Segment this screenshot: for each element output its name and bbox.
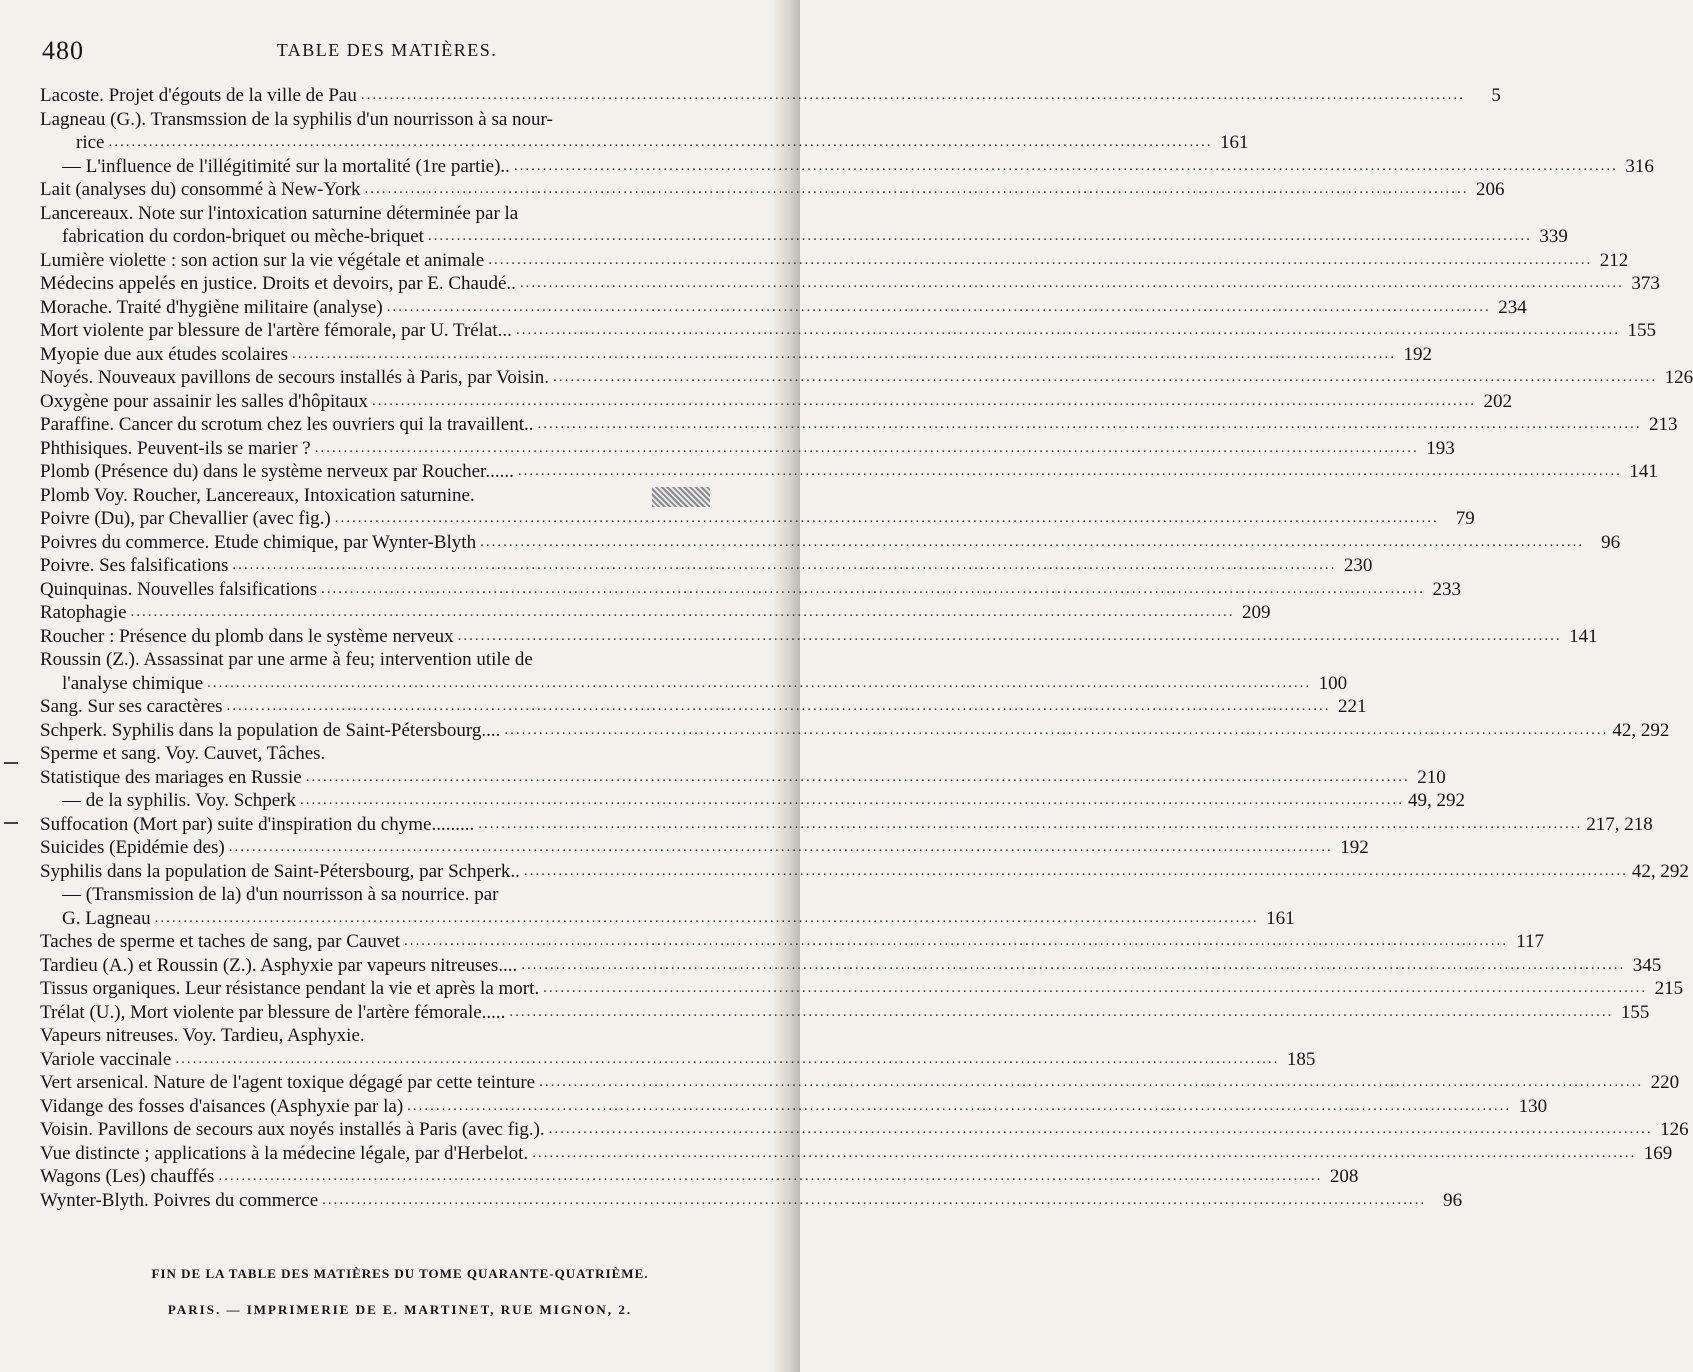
entry-text: Roussin (Z.). Assassinat par une arme à feu; intervention utile de — [40, 649, 533, 670]
dot-leader — [218, 1165, 1322, 1189]
index-entry — [40, 625, 1598, 649]
entry-page-number: 215 — [1654, 978, 1684, 999]
entry-page-number: 221 — [1338, 696, 1367, 717]
index-entry — [40, 460, 1658, 484]
index-entry — [40, 601, 1271, 625]
entry-text: Poivre (Du), par Chevallier (avec fig.) — [40, 508, 331, 529]
entry-page-number: 96 — [1601, 531, 1621, 553]
dot-leader — [480, 531, 1584, 555]
entry-text: Variole vaccinale — [40, 1048, 172, 1070]
entry-text: Sang. Sur ses caractères — [40, 696, 223, 717]
index-entry — [40, 155, 1654, 179]
entry-text: Suffocation (Mort par) suite d'inspiration du chyme......... — [40, 813, 475, 835]
index-entry — [40, 719, 1670, 743]
entry-text: Ratophagie — [40, 602, 127, 623]
dot-leader — [372, 390, 1476, 414]
entry-text: Syphilis dans la population de Saint-Pétersbourg, par Schperk.. — [40, 860, 520, 882]
index-entries — [40, 84, 1693, 1212]
dot-leader — [458, 625, 1562, 649]
index-entry — [40, 1048, 1316, 1072]
index-entry — [40, 437, 1455, 461]
entry-page-number: 161 — [1266, 907, 1295, 929]
entry-text: Paraffine. Cancer du scrotum chez les ouvriers qui la travaillent.. — [40, 414, 534, 435]
dot-leader — [292, 343, 1396, 367]
index-entry — [40, 366, 1693, 390]
index-entry — [40, 484, 710, 508]
entry-page-number: 193 — [1426, 437, 1455, 459]
entry-page-number: 126 — [1660, 1119, 1689, 1140]
index-entry — [40, 413, 1678, 437]
entry-text: Statistique des mariages en Russie — [40, 766, 302, 788]
index-entry — [40, 789, 1465, 813]
index-entry — [40, 883, 710, 907]
entry-text: Poivres du commerce. Etude chimique, par Wynter-Blyth — [40, 531, 477, 553]
dot-leader — [524, 860, 1628, 884]
entry-page-number: 5 — [1491, 85, 1501, 106]
dot-leader — [232, 554, 1336, 578]
index-entry — [40, 1165, 1359, 1189]
index-entry — [40, 1024, 710, 1048]
index-entry — [40, 531, 1621, 555]
entry-page-number: 42, 292 — [1631, 860, 1689, 882]
page-header — [42, 36, 732, 66]
dot-leader — [516, 319, 1620, 343]
entry-text: Myopie due aux études scolaires — [40, 343, 288, 365]
dot-leader — [131, 601, 1235, 625]
dot-leader — [504, 719, 1608, 743]
entry-text: Mort violente par blessure de l'artère fémorale, par U. Trélat... — [40, 320, 512, 341]
entry-page-number: 141 — [1569, 625, 1598, 647]
dot-leader — [229, 836, 1333, 860]
entry-page-number: 42, 292 — [1612, 719, 1670, 741]
index-entry — [40, 554, 1373, 578]
entry-text: rice — [76, 132, 105, 153]
dot-leader — [300, 789, 1404, 813]
running-title: TABLE DES MATIÈRES. — [276, 40, 498, 60]
index-entry — [40, 390, 1512, 414]
index-entry — [40, 1001, 1650, 1025]
index-entry — [40, 343, 1432, 367]
entry-text: Voisin. Pavillons de secours aux noyés installés à Paris (avec fig.). — [40, 1119, 545, 1140]
entry-text: Lacoste. Projet d'égouts de la ville de Pau — [40, 85, 357, 106]
entry-text: Taches de sperme et taches de sang, par Cauvet — [40, 931, 401, 952]
entry-text: Morache. Traité d'hygiène militaire (analyse) — [40, 296, 383, 318]
index-entry — [40, 225, 1568, 249]
index-entry — [40, 249, 1629, 273]
entry-page-number: 217, 218 — [1586, 813, 1653, 835]
entry-page-number: 185 — [1286, 1048, 1316, 1070]
index-entry — [40, 954, 1662, 978]
index-entry — [40, 178, 1505, 202]
index-entry — [40, 1071, 1680, 1095]
entry-text: Lancereaux. Note sur l'intoxication saturnine déterminée par la — [40, 202, 519, 224]
dot-leader — [404, 930, 1508, 954]
index-entry — [40, 648, 710, 672]
dot-leader — [387, 296, 1491, 320]
margin-mark — [4, 822, 18, 824]
entry-text: Quinquinas. Nouvelles falsifications — [40, 578, 318, 600]
index-entry — [40, 272, 1660, 296]
dot-leader — [514, 155, 1618, 179]
entry-page-number: 339 — [1539, 226, 1568, 247]
dot-leader — [539, 1071, 1643, 1095]
entry-page-number: 141 — [1629, 461, 1658, 482]
entry-text: Phthisiques. Peuvent-ils se marier ? — [40, 437, 311, 459]
dot-leader — [509, 1001, 1613, 1025]
entry-text: Wynter-Blyth. Poivres du commerce — [40, 1189, 319, 1211]
entry-page-number: 345 — [1632, 954, 1662, 976]
index-entry — [40, 1189, 1463, 1213]
dot-leader — [518, 460, 1622, 484]
entry-text: — L'influence de l'illégitimité sur la mortalité (1re partie).. — [62, 155, 510, 177]
entry-page-number: 373 — [1631, 273, 1660, 294]
entry-text: Vapeurs nitreuses. Voy. Tardieu, Asphyxie. — [40, 1025, 365, 1046]
entry-text: Sperme et sang. Voy. Cauvet, Tâches. — [40, 743, 326, 764]
dot-leader — [227, 695, 1331, 719]
dot-leader — [532, 1142, 1636, 1166]
index-entry — [40, 578, 1462, 602]
entry-text: Plomb Voy. Roucher, Lancereaux, Intoxication saturnine. — [40, 484, 475, 506]
dot-leader — [207, 672, 1311, 696]
dot-leader — [407, 1095, 1511, 1119]
index-entry — [40, 319, 1656, 343]
entry-page-number: 234 — [1498, 296, 1527, 318]
entry-text: Vidange des fosses d'aisances (Asphyxie par la) — [40, 1095, 404, 1117]
entry-text: Vue distincte ; applications à la médecine légale, par d'Herbelot. — [40, 1142, 529, 1164]
entry-text: Lait (analyses du) consommé à New-York — [40, 179, 361, 200]
entry-page-number: 155 — [1620, 1001, 1650, 1023]
entry-page-number: 49, 292 — [1407, 790, 1465, 811]
entry-page-number: 100 — [1318, 672, 1348, 694]
dot-leader — [335, 507, 1439, 531]
dot-leader — [108, 131, 1212, 155]
entry-text: Trélat (U.), Mort violente par blessure de l'artère fémorale..... — [40, 1001, 506, 1023]
page-number: 480 — [42, 36, 84, 65]
entry-text: Schperk. Syphilis dans la population de Saint-Pétersbourg.... — [40, 719, 501, 741]
entry-page-number: 206 — [1475, 179, 1505, 200]
entry-page-number: 220 — [1650, 1072, 1680, 1093]
index-entry — [40, 108, 710, 132]
index-entry — [40, 84, 1501, 108]
entry-page-number: 233 — [1432, 578, 1462, 600]
index-entry — [40, 1118, 1689, 1142]
index-entry — [40, 131, 1249, 155]
entry-page-number: 213 — [1648, 414, 1678, 435]
entry-page-number: 230 — [1343, 555, 1373, 576]
entry-page-number: 96 — [1443, 1189, 1463, 1211]
entry-text: Lagneau (G.). Transmssion de la syphilis d'un nourrisson à sa nour- — [40, 108, 553, 130]
entry-text: fabrication du cordon-briquet ou mèche-briquet — [62, 226, 424, 247]
entry-text: l'analyse chimique — [62, 672, 204, 694]
dot-leader — [315, 437, 1419, 461]
margin-mark — [4, 762, 18, 764]
index-entry — [40, 766, 1446, 790]
index-entry — [40, 1095, 1548, 1119]
obscured-page-number — [652, 487, 710, 507]
entry-page-number: 169 — [1643, 1142, 1673, 1164]
entry-text: — (Transmission de la) d'un nourrisson à sa nourrice. par — [62, 884, 499, 905]
entry-page-number: 155 — [1627, 320, 1656, 341]
entry-text: Lumière violette : son action sur la vie végétale et animale — [40, 249, 485, 271]
entry-page-number: 79 — [1455, 508, 1475, 529]
index-entry — [40, 296, 1527, 320]
dot-leader — [321, 578, 1425, 602]
index-entry — [40, 836, 1369, 860]
dot-leader — [521, 954, 1625, 978]
entry-page-number: 202 — [1483, 390, 1512, 412]
entry-text: Oxygène pour assainir les salles d'hôpitaux — [40, 390, 368, 412]
entry-text: Plomb (Présence du) dans le système nerveux par Roucher...... — [40, 461, 514, 482]
dot-leader — [155, 907, 1259, 931]
entry-page-number: 126 — [1664, 367, 1693, 388]
dot-leader — [488, 249, 1592, 273]
index-entry — [40, 742, 710, 766]
index-entry — [40, 977, 1684, 1001]
dot-leader — [537, 413, 1641, 437]
index-entry — [40, 507, 1475, 531]
index-entry — [40, 202, 710, 226]
entry-page-number: 192 — [1403, 343, 1432, 365]
entry-text: Tissus organiques. Leur résistance pendant la vie et après la mort. — [40, 978, 540, 999]
dot-leader — [520, 272, 1624, 296]
index-entry — [40, 907, 1295, 931]
entry-page-number: 161 — [1219, 132, 1249, 153]
index-entry — [40, 695, 1367, 719]
entry-text: — de la syphilis. Voy. Schperk — [62, 790, 296, 811]
entry-text: Vert arsenical. Nature de l'agent toxique dégagé par cette teinture — [40, 1072, 536, 1093]
dot-leader — [306, 766, 1410, 790]
index-entry — [40, 860, 1689, 884]
index-entry — [40, 930, 1545, 954]
index-entry — [40, 813, 1653, 837]
dot-leader — [322, 1189, 1426, 1213]
dot-leader — [478, 813, 1582, 837]
dot-leader — [361, 84, 1465, 108]
entry-page-number: 212 — [1599, 249, 1629, 271]
entry-page-number: 209 — [1242, 602, 1271, 623]
entry-page-number: 316 — [1625, 155, 1654, 177]
dot-leader — [553, 366, 1657, 390]
entry-text: G. Lagneau — [62, 907, 151, 929]
index-entry — [40, 672, 1348, 696]
dot-leader — [543, 977, 1647, 1001]
entry-text: Médecins appelés en justice. Droits et devoirs, par E. Chaudé.. — [40, 273, 516, 294]
entry-page-number: 210 — [1417, 766, 1446, 788]
entry-text: Noyés. Nouveaux pavillons de secours installés à Paris, par Voisin. — [40, 367, 550, 388]
index-entry — [40, 1142, 1673, 1166]
entry-text: Wagons (Les) chauffés — [40, 1166, 215, 1187]
entry-page-number: 192 — [1340, 837, 1369, 858]
end-of-table-note: FIN DE LA TABLE DES MATIÈRES DU TOME QUARANTE-QUATRIÈME. — [151, 1266, 649, 1281]
entry-text: Roucher : Présence du plomb dans le système nerveux — [40, 625, 454, 647]
dot-leader — [428, 225, 1532, 249]
entry-text: Suicides (Epidémie des) — [40, 837, 225, 858]
printer-imprint: PARIS. — IMPRIMERIE DE E. MARTINET, RUE MIGNON, 2. — [167, 1302, 633, 1317]
dot-leader — [549, 1118, 1653, 1142]
entry-page-number: 130 — [1518, 1095, 1548, 1117]
entry-page-number: 117 — [1516, 931, 1545, 952]
dot-leader — [175, 1048, 1279, 1072]
dot-leader — [364, 178, 1468, 202]
entry-text: Tardieu (A.) et Roussin (Z.). Asphyxie par vapeurs nitreuses.... — [40, 954, 518, 976]
entry-page-number: 208 — [1329, 1166, 1359, 1187]
entry-text: Poivre. Ses falsifications — [40, 555, 229, 576]
